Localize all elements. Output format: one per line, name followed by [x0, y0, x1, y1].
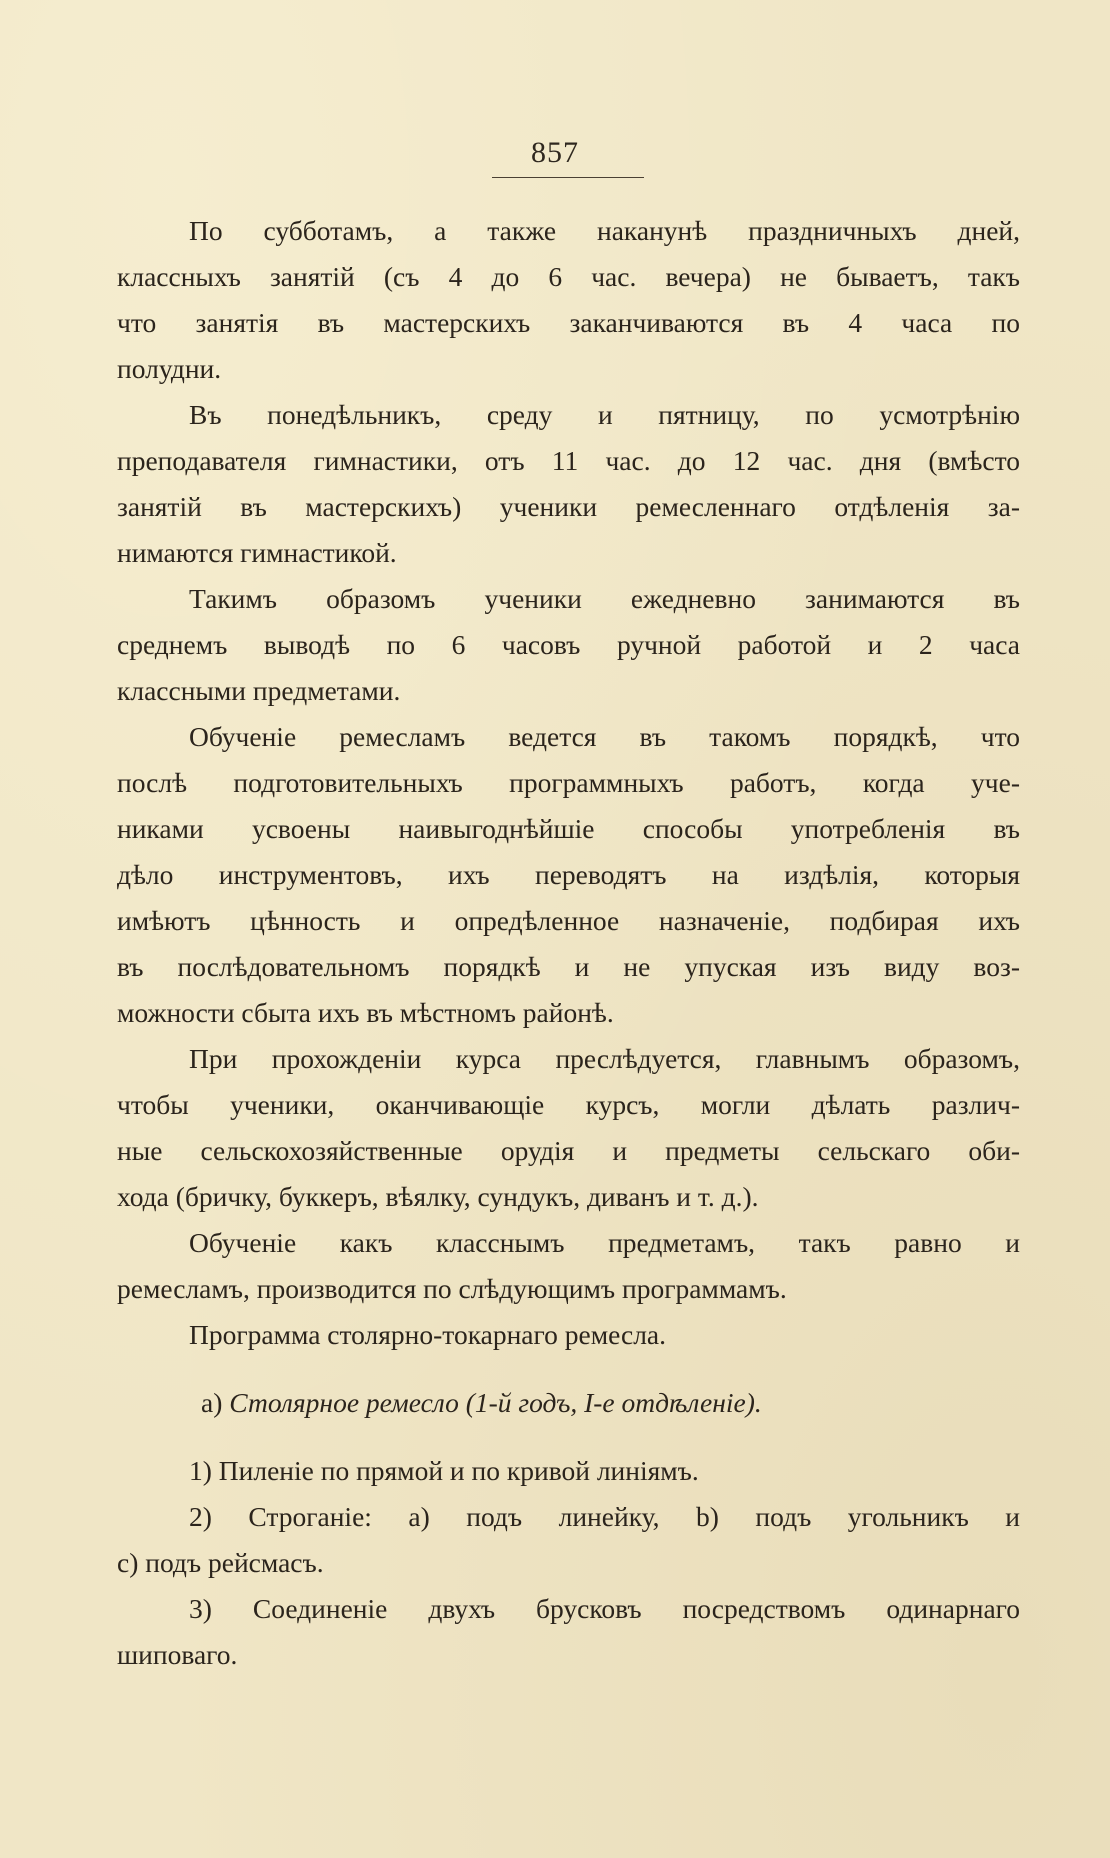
text-line: классными предметами. — [117, 675, 401, 706]
text-line: преподавателя гимнастики, отъ 11 час. до 12 час. дня (вмѣсто — [117, 445, 1020, 476]
text-line: Обученіе какъ класснымъ предметамъ, такъ равно и — [189, 1227, 1020, 1258]
text-line: ные сельскохозяйственные орудія и предметы сельскаго оби- — [117, 1135, 1020, 1166]
text-line: послѣ подготовительныхъ программныхъ работъ, когда уче- — [117, 767, 1020, 798]
text-line: нимаются гимнастикой. — [117, 537, 397, 568]
text-line: При прохожденіи курса преслѣдуется, главнымъ образомъ, — [189, 1043, 1020, 1074]
paragraph — [117, 1036, 1020, 1220]
text-line: полудни. — [117, 353, 222, 384]
text-line: никами усвоены наивыгоднѣйшіе способы употребленія въ — [117, 813, 1020, 844]
subheading-label: а) — [201, 1387, 223, 1418]
text-line: 1) Пиленіе по прямой и по кривой линіямъ. — [189, 1455, 699, 1486]
paragraph — [117, 1220, 1020, 1312]
program-item — [117, 1494, 1020, 1586]
paragraph — [117, 1312, 1020, 1358]
text-line: Обученіе ремесламъ ведется въ такомъ порядкѣ, что — [189, 721, 1020, 752]
text-line: Программа столярно-токарнаго ремесла. — [189, 1319, 666, 1350]
text-line: можности сбыта ихъ въ мѣстномъ районѣ. — [117, 997, 614, 1028]
program-item — [117, 1448, 1020, 1494]
text-line: классныхъ занятій (съ 4 до 6 час. вечера) не бываетъ, такъ — [117, 261, 1020, 292]
paragraph — [117, 576, 1020, 714]
paragraph — [117, 714, 1020, 1036]
text-line: дѣло инструментовъ, ихъ переводятъ на издѣлія, которыя — [117, 859, 1020, 890]
text-line: занятій въ мастерскихъ) ученики ремесленнаго отдѣленія за- — [117, 491, 1020, 522]
text-line: 2) Строганіе: a) подъ линейку, b) подъ угольникъ и — [189, 1501, 1020, 1532]
text-line: Въ понедѣльникъ, среду и пятницу, по усмотрѣнію — [189, 399, 1020, 430]
text-line: въ послѣдовательномъ порядкѣ и не упуская изъ виду воз- — [117, 951, 1020, 982]
text-line: хода (бричку, буккеръ, вѣялку, сундукъ, диванъ и т. д.). — [117, 1181, 759, 1212]
text-line: Такимъ образомъ ученики ежедневно занимаются въ — [189, 583, 1020, 614]
text-line: ремесламъ, производится по слѣдующимъ программамъ. — [117, 1273, 787, 1304]
text-line: чтобы ученики, оканчивающіе курсъ, могли дѣлать различ- — [117, 1089, 1020, 1120]
paragraphs-top — [117, 208, 1020, 1358]
text-line: что занятія въ мастерскихъ заканчиваются въ 4 часа по — [117, 307, 1020, 338]
program-items — [117, 1448, 1020, 1678]
paragraph — [117, 208, 1020, 392]
program-item — [117, 1586, 1020, 1678]
page-number: 857 — [531, 136, 579, 169]
text-line: 3) Соединеніе двухъ брусковъ посредствомъ одинарнаго — [189, 1593, 1020, 1624]
text-line: шиповаго. — [117, 1639, 238, 1670]
paragraph — [117, 392, 1020, 576]
text-line: имѣютъ цѣнность и опредѣленное назначеніе, подбирая ихъ — [117, 905, 1020, 936]
text-line: среднемъ выводѣ по 6 часовъ ручной работой и 2 часа — [117, 629, 1020, 660]
text-line: c) подъ рейсмасъ. — [117, 1547, 324, 1578]
subheading-title: Столярное ремесло (1-й годъ, I-е отдѣленіе). — [229, 1387, 762, 1418]
text-line: По субботамъ, а также наканунѣ праздничныхъ дней, — [189, 215, 1020, 246]
body-text — [117, 208, 1020, 1678]
page-number-rule — [492, 177, 644, 178]
section-subheading — [117, 1358, 1020, 1448]
